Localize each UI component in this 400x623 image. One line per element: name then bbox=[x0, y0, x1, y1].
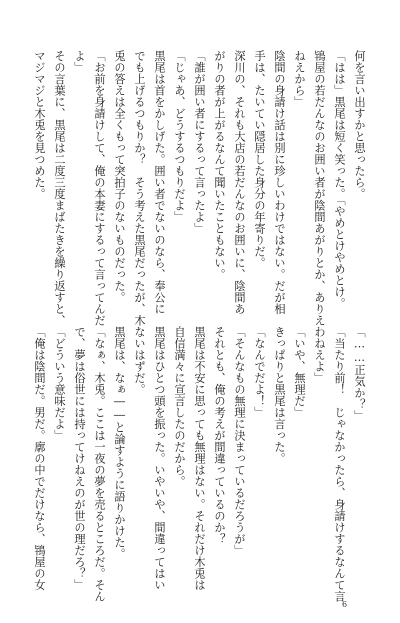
text-line: 「はは」黒尾は短く笑った。「やめとけやめとけ。 bbox=[333, 50, 346, 309]
text-line: 「そんなもの無理に決まっているだろうが」 bbox=[233, 326, 246, 556]
text-line: 「俺は陰間だ。男だ。廓の中でだけなら、鴇屋の女 bbox=[33, 326, 46, 591]
text-line: 黒尾は不安に思っても無理はない。それだけ木兎は bbox=[193, 326, 206, 591]
text-line: ないはずだ。 bbox=[133, 326, 146, 395]
text-line: 「なぁ、木兎。ここは一夜の夢を売るところだ。そん bbox=[93, 326, 106, 602]
text-line: 「……正気か？」 bbox=[353, 326, 366, 422]
text-line: 黒尾は、なぁ――と論すように語りかけた。 bbox=[113, 326, 126, 560]
text-line: がりの者が上がるなんて聞いたこともない。 bbox=[213, 50, 226, 280]
text-line: わねえよ」 bbox=[313, 326, 326, 384]
text-line: その言葉に、黒尾は二度三度まばたきを繰り返すと、 bbox=[53, 50, 66, 326]
text-line: 兎の答えは全くもって突拍子のないものだった。 bbox=[113, 50, 126, 303]
text-line: 自信満々に宣言したのだから。 bbox=[173, 326, 186, 487]
text-line: で、夢は俗世には持ってけねえのが世の理だろ？」 bbox=[73, 326, 86, 591]
text-line: 黒尾は首をかしげた。囲い者でないのなら、奉公に bbox=[153, 50, 166, 315]
upper-text-block bbox=[20, 50, 366, 326]
text-line: 手は、たいてい隠居した身分の年寄りだ。 bbox=[253, 50, 266, 269]
text-line: 陰間の身請け話は別に珍しいわけではない。だが相 bbox=[273, 50, 286, 315]
text-line: 「当たり前！ じゃなかったら、身請けするなんて言 bbox=[333, 326, 346, 602]
text-line: 「誰が囲い者にするって言ったよ」 bbox=[193, 50, 206, 234]
text-line: よ」 bbox=[73, 50, 86, 73]
text-line: 鴇屋の若だんなのお囲い者が陰間あがりとか、ありえ bbox=[313, 50, 326, 326]
text-line: 深川の、それも大店の若だんなのお囲いに、陰間あ bbox=[233, 50, 246, 315]
text-line: 何を言い出すかと思ったら。 bbox=[353, 50, 366, 200]
text-line: マジマジと木兎を見つめた。 bbox=[33, 50, 46, 200]
text-line: それとも、俺の考えが間違っているのか？ bbox=[213, 326, 226, 545]
text-line: 「いや、無理だ」 bbox=[293, 326, 306, 418]
text-line: きっぱりと黒尾は言った。 bbox=[273, 326, 286, 464]
text-line: 黒尾はひとつ頭を振った。いやいや、間違ってはい bbox=[153, 326, 166, 591]
text-line: 「なんでだよ！」 bbox=[253, 326, 266, 418]
lower-text-block bbox=[20, 326, 366, 602]
page-number: 6 bbox=[342, 600, 348, 609]
text-line: 「どういう意味だよ」 bbox=[53, 326, 66, 441]
text-line: 「じゃあ、どうするつもりだよ」 bbox=[173, 50, 186, 223]
text-line: 「お前を身請けして、俺の本妻にするって言ってんだ bbox=[93, 50, 106, 326]
text-line: ねえから」 bbox=[293, 50, 306, 108]
text-line: でも上げるつもりか？ そう考えた黒尾だったが、木 bbox=[133, 50, 146, 326]
